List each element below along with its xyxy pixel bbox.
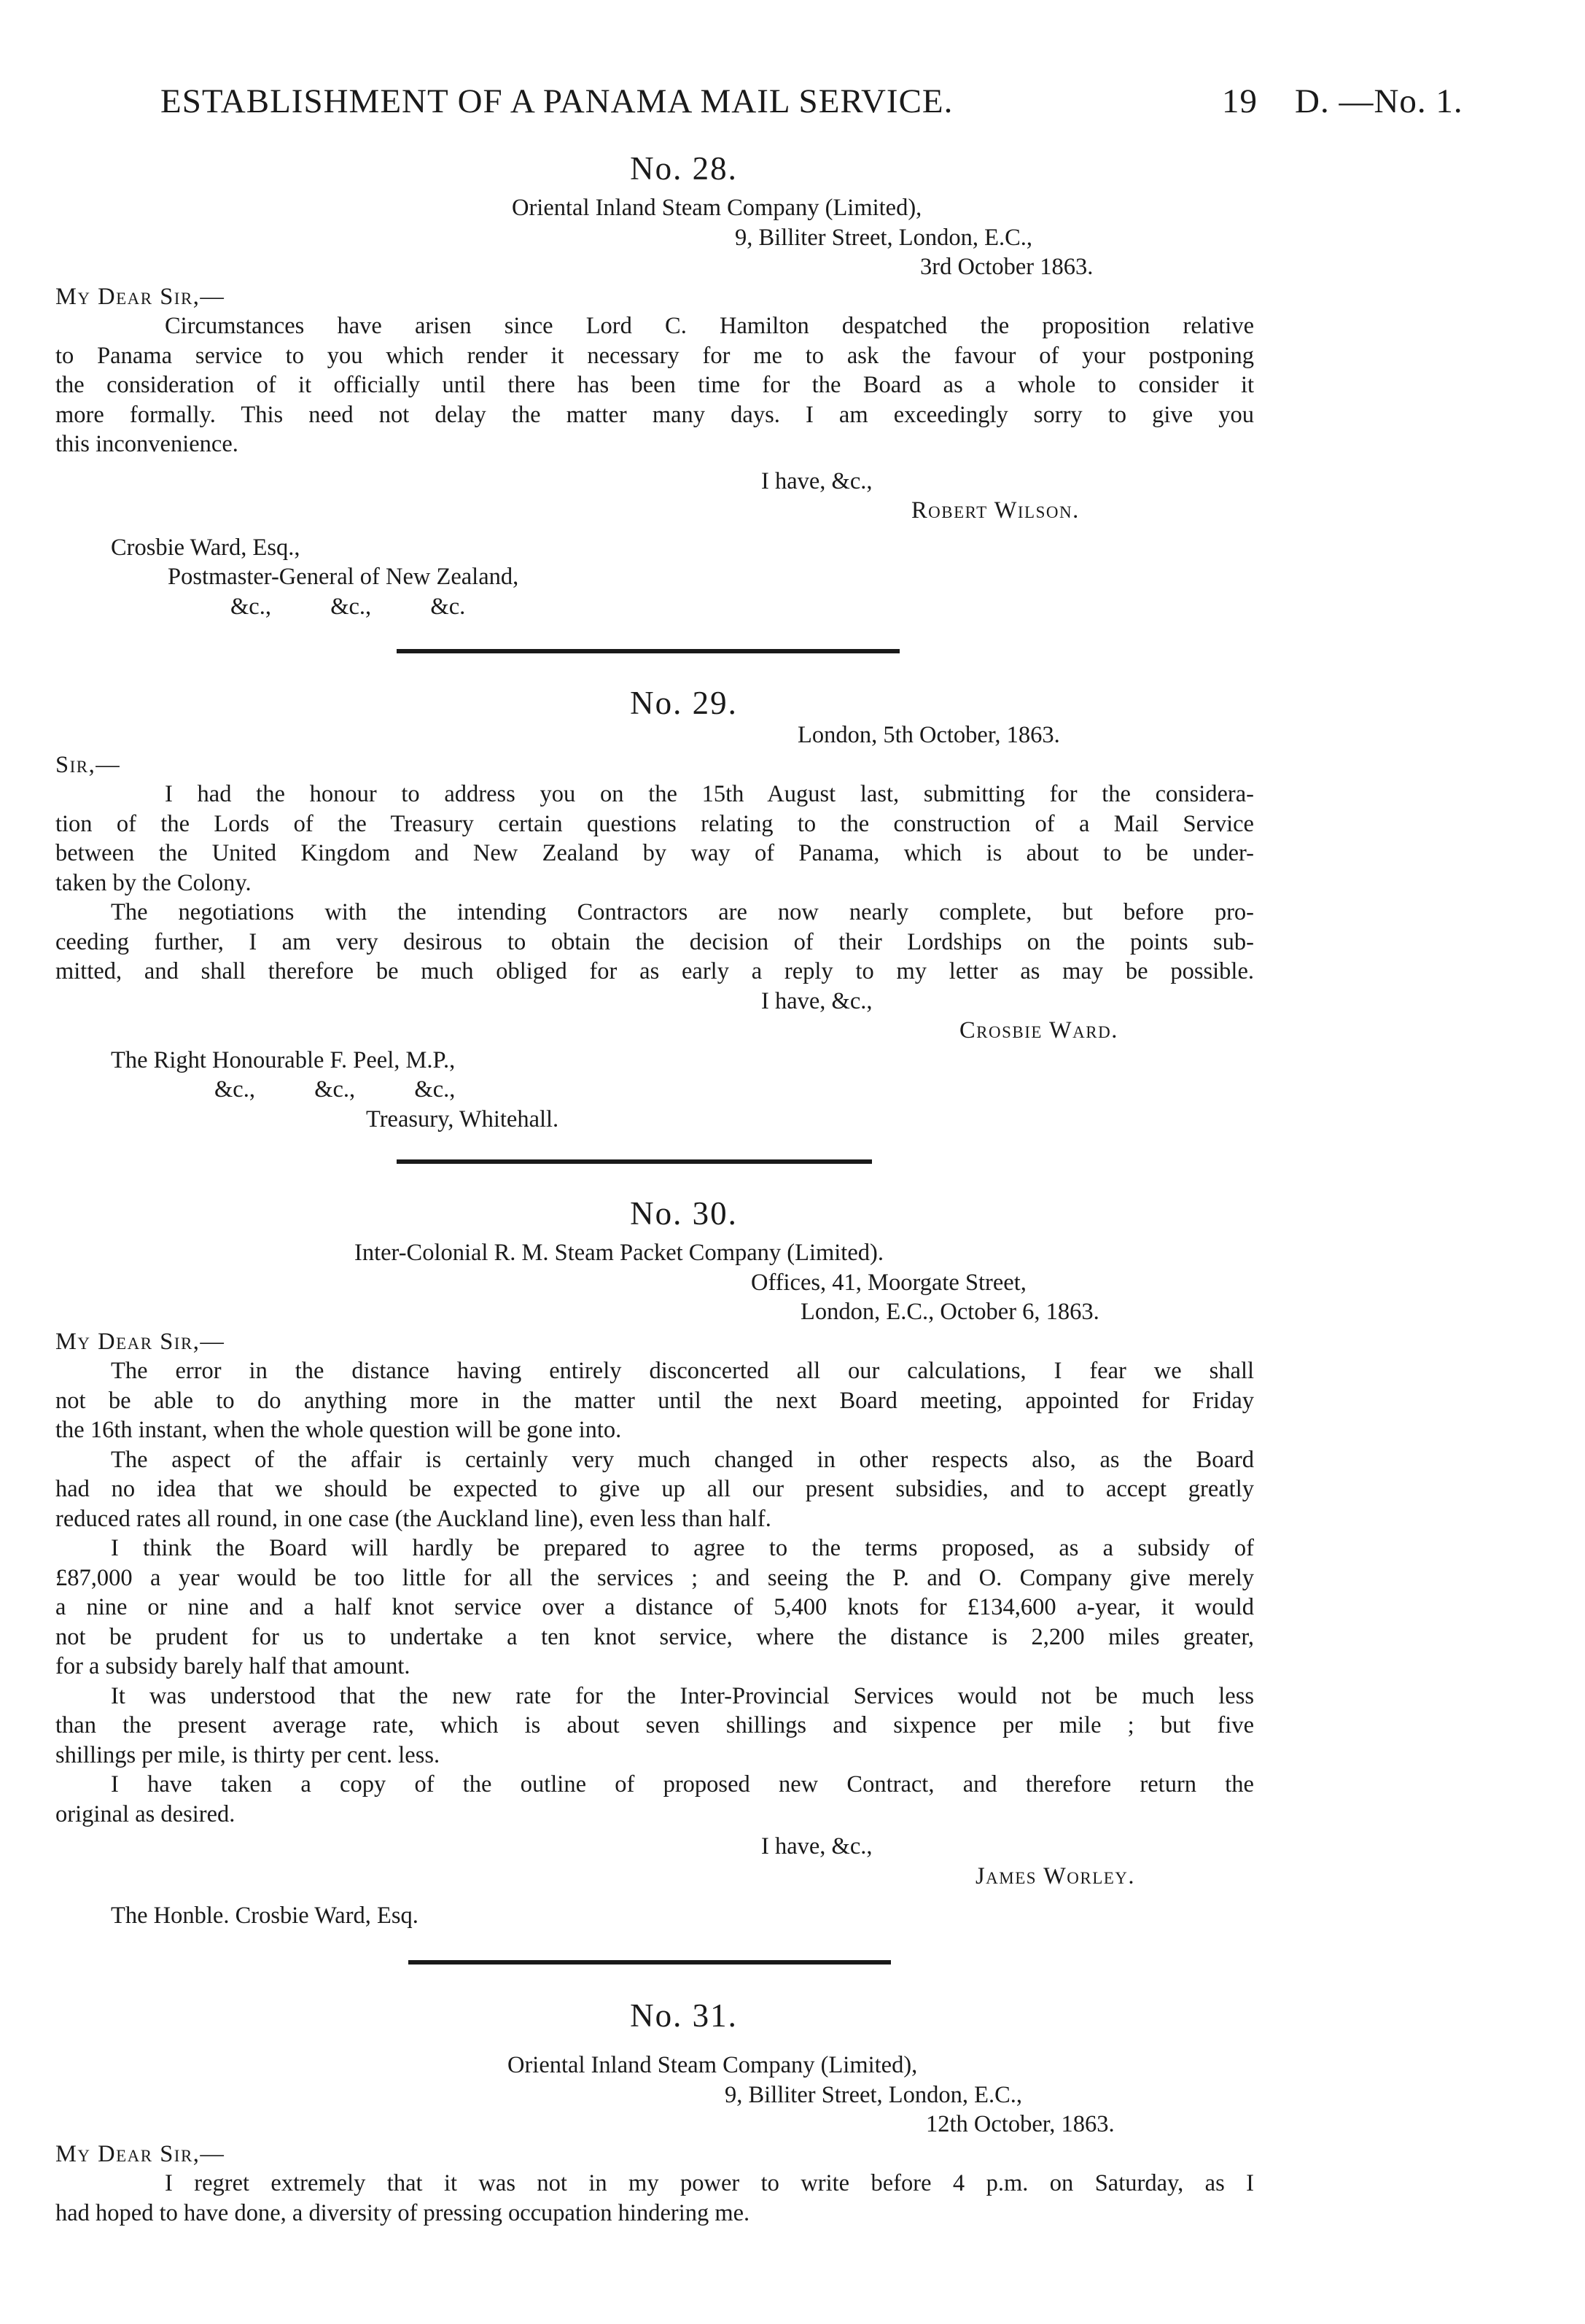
running-header [160,82,1483,125]
document-reference: D. —No. 1. [1295,82,1463,120]
closing: I have, &c., [761,467,873,494]
body-line: shillings per mile, is thirty per cent. less. [55,1741,440,1768]
section-divider [408,1960,891,1964]
body-line: taken by the Colony. [55,869,252,896]
body-line: tion of the Lords of the Treasury certain questions relating to the construction of a Mail Service [55,810,1254,837]
closing: I have, &c., [761,987,873,1014]
sender-address-line: Inter-Colonial R. M. Steam Packet Company (Limited). [354,1240,884,1266]
letter-number: No. 29. [630,685,738,721]
body-line: for a subsidy barely half that amount. [55,1653,410,1679]
salutation: My Dear Sir,— [55,283,225,310]
body-line: ceeding further, I am very desirous to obtain the decision of their Lordships on the points sub- [55,928,1254,955]
body-line: The aspect of the affair is certainly very much changed in other respects also, as the Board [111,1446,1254,1473]
addressee-line: Treasury, Whitehall. [366,1105,559,1132]
body-line: had hoped to have done, a diversity of pressing occupation hindering me. [55,2199,750,2226]
section-divider [397,1159,872,1164]
body-line: The error in the distance having entirely disconcerted all our calculations, I fear we shall [111,1358,1254,1384]
sender-address-line: Offices, 41, Moorgate Street, [751,1269,1027,1296]
body-line: I regret extremely that it was not in my power to write before 4 p.m. on Saturday, as I [165,2170,1254,2196]
letter-number: No. 28. [630,150,738,187]
sender-address-line: 9, Billiter Street, London, E.C., [735,224,1033,251]
addressee-line: &c., &c., &c. [230,593,466,620]
letter-29 [55,684,1254,1134]
addressee-line: Crosbie Ward, Esq., [111,534,300,561]
salutation: My Dear Sir,— [55,1328,225,1355]
body-line: a nine or nine and a half knot service over a distance of 5,400 knots for £134,600 a-year, it would [55,1594,1254,1620]
signature: James Worley. [975,1862,1136,1889]
body-line: mitted, and shall therefore be much obliged for as early a reply to my letter as may be possible. [55,958,1254,984]
body-line: this inconvenience. [55,431,238,457]
letter-28 [55,149,1254,621]
body-line: than the present average rate, which is about seven shillings and sixpence per mile ; but five [55,1712,1254,1738]
closing: I have, &c., [761,1833,873,1859]
signature: Robert Wilson. [911,497,1080,524]
page-number: 19 [1222,82,1258,120]
body-line: I think the Board will hardly be prepared to agree to the terms proposed, as a subsidy of [111,1535,1254,1561]
body-line: I have taken a copy of the outline of proposed new Contract, and therefore return the [111,1771,1254,1798]
signature: Crosbie Ward. [959,1017,1118,1044]
sender-address-line: Oriental Inland Steam Company (Limited), [512,195,922,221]
letter-30 [55,1194,1254,1931]
body-line: reduced rates all round, in one case (the Auckland line), even less than half. [55,1505,771,1532]
letter-date: 3rd October 1863. [920,254,1094,280]
body-line: the 16th instant, when the whole question will be gone into. [55,1417,622,1443]
addressee-line: The Honble. Crosbie Ward, Esq. [111,1903,418,1929]
letter-number: No. 30. [630,1195,738,1232]
letter-date: 12th October, 1863. [926,2111,1115,2137]
section-divider [397,649,900,653]
salutation: Sir,— [55,751,121,778]
body-line: not be able to do anything more in the matter until the next Board meeting, appointed for Friday [55,1387,1254,1414]
addressee-line: &c., &c., &c., [214,1076,456,1103]
body-line: not be prudent for us to undertake a ten knot service, where the distance is 2,200 miles greater, [55,1623,1254,1650]
body-line: to Panama service to you which render it necessary for me to ask the favour of your postponing [55,342,1254,369]
body-line: Circumstances have arisen since Lord C. Hamilton despatched the proposition relative [165,313,1254,339]
body-line: the consideration of it officially until there has been time for the Board as a whole to consider it [55,372,1254,398]
sender-address-line: Oriental Inland Steam Company (Limited), [507,2052,918,2078]
body-line: original as desired. [55,1800,235,1827]
letter-date: London, 5th October, 1863. [798,722,1060,748]
letter-date: London, E.C., October 6, 1863. [801,1299,1099,1325]
body-line: between the United Kingdom and New Zealand by way of Panama, which is about to be under- [55,840,1254,866]
body-line: had no idea that we should be expected to give up all our present subsidies, and to accept greatly [55,1476,1254,1502]
body-line: more formally. This need not delay the matter many days. I am exceedingly sorry to give you [55,401,1254,428]
header-title: ESTABLISHMENT OF A PANAMA MAIL SERVICE. [160,82,954,120]
body-line: I had the honour to address you on the 15th August last, submitting for the considera- [165,781,1254,807]
addressee-line: Postmaster-General of New Zealand, [168,564,519,590]
addressee-line: The Right Honourable F. Peel, M.P., [111,1046,456,1073]
letter-number: No. 31. [630,1997,738,2034]
letter-31 [55,1997,1254,2228]
salutation: My Dear Sir,— [55,2140,225,2167]
sender-address-line: 9, Billiter Street, London, E.C., [725,2081,1023,2108]
body-line: £87,000 a year would be too little for all the services ; and seeing the P. and O. Company give merely [55,1564,1254,1591]
body-line: It was understood that the new rate for the Inter-Provincial Services would not be much less [111,1682,1254,1709]
body-line: The negotiations with the intending Contractors are now nearly complete, but before pro- [111,899,1254,925]
